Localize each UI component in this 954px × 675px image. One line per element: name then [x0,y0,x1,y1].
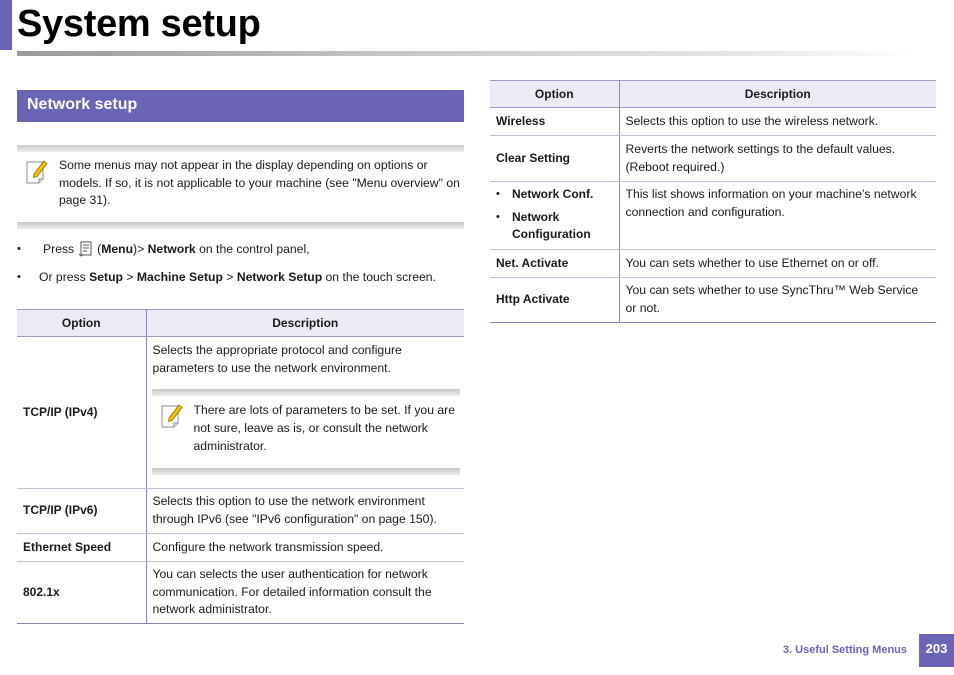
option-description: Selects this option to use the wireless network. [619,108,936,136]
table-row [17,534,464,562]
list-item: • Network Conf. [496,186,613,204]
menu-word: Menu [101,242,134,256]
note-bar-top [17,145,464,152]
option-description [146,337,464,489]
top-note-text [59,157,461,210]
option-description: This list shows information on your machine’s network connection and configuration. [619,182,936,250]
options-table-right [490,80,936,323]
menu-icon [78,241,94,257]
option-description: Selects this option to use the network environment through IPv6 (see "IPv6 configuration" on page 150). [146,489,464,534]
note-line: administrator. [193,438,267,453]
network-word: Network [147,242,196,256]
arrow: )> [133,242,145,256]
table-row [490,182,936,250]
note-line: There are lots of parameters to be set. If you are [193,403,455,418]
column-header-option: Option [490,81,619,108]
top-note [17,145,464,229]
option-name: 802.1x [17,562,146,624]
column-header-description: Description [619,81,936,108]
title-rule [17,51,917,56]
page-number: 203 [919,634,954,667]
bullet-text [39,266,436,288]
note-bar-bottom [17,222,464,229]
option-name: TCP/IP (IPv4) [17,337,146,489]
option-description: You can sets whether to use SyncThru™ Web Service or not. [619,278,936,323]
bullet-icon: • [17,271,21,283]
option-name: TCP/IP (IPv6) [17,489,146,534]
table-row [17,489,464,534]
network-setup-word: Network Setup [236,270,323,284]
option-name: Net. Activate [490,250,619,278]
note-line: not sure, leave as is, or consult the network [193,421,428,436]
note-pencil-icon [160,402,184,428]
option-name: Http Activate [490,278,619,323]
description-text: Selects the appropriate protocol and configure parameters to use the network environment. [152,343,402,375]
list-item: • Network Configuration [496,209,613,244]
note-pencil-icon [25,158,49,184]
option-name [490,182,619,250]
table-header-row [17,310,464,337]
option-list [496,186,613,244]
machine-setup-word: Machine Setup [136,270,223,284]
note-line: Some menus may not appear in the display depending on options or [59,158,428,172]
bullet-text [39,238,310,260]
separator: > [226,270,234,284]
table-row [490,250,936,278]
bullet-icon: • [17,243,21,255]
title-accent-bar [0,0,12,50]
section-header: Network setup [17,90,464,122]
page-title: System setup [17,3,261,45]
note-bar-bottom [152,468,460,475]
press-label: Press [43,242,75,256]
options-table-left [17,309,464,624]
table-row [490,108,936,136]
note-line: page 31). [59,193,111,208]
panel-suffix: on the control panel, [199,242,310,256]
note-bar-top [152,389,460,396]
option-description: Configure the network transmission speed. [146,534,464,562]
option-description: You can sets whether to use Ethernet on or off. [619,250,936,278]
option-name: Wireless [490,108,619,136]
footer-chapter: 3. Useful Setting Menus [782,644,907,656]
option-description: You can selects the user authentication for network communication. For detailed information consult the network administrator. [146,562,464,624]
option-name: Ethernet Speed [17,534,146,562]
option-name: Clear Setting [490,136,619,182]
navigation-instructions [17,238,467,294]
column-header-option: Option [17,310,146,337]
option-description: Reverts the network settings to the default values. (Reboot required.) [619,136,936,182]
touch-suffix: on the touch screen. [325,270,436,284]
table-row [17,562,464,624]
note-line: models. If so, it is not applicable to your machine (see "Menu overview" on [59,175,460,190]
list-item [17,266,467,294]
inner-note-text [194,402,458,455]
table-header-row [490,81,936,108]
column-header-description: Description [146,310,464,337]
list-item [17,238,467,266]
separator: > [126,270,134,284]
setup-word: Setup [89,270,123,284]
table-row [17,337,464,489]
or-press-label: Or press [39,270,86,284]
paren: ( [97,242,102,256]
inner-note [152,389,460,475]
table-row [490,278,936,323]
table-row [490,136,936,182]
